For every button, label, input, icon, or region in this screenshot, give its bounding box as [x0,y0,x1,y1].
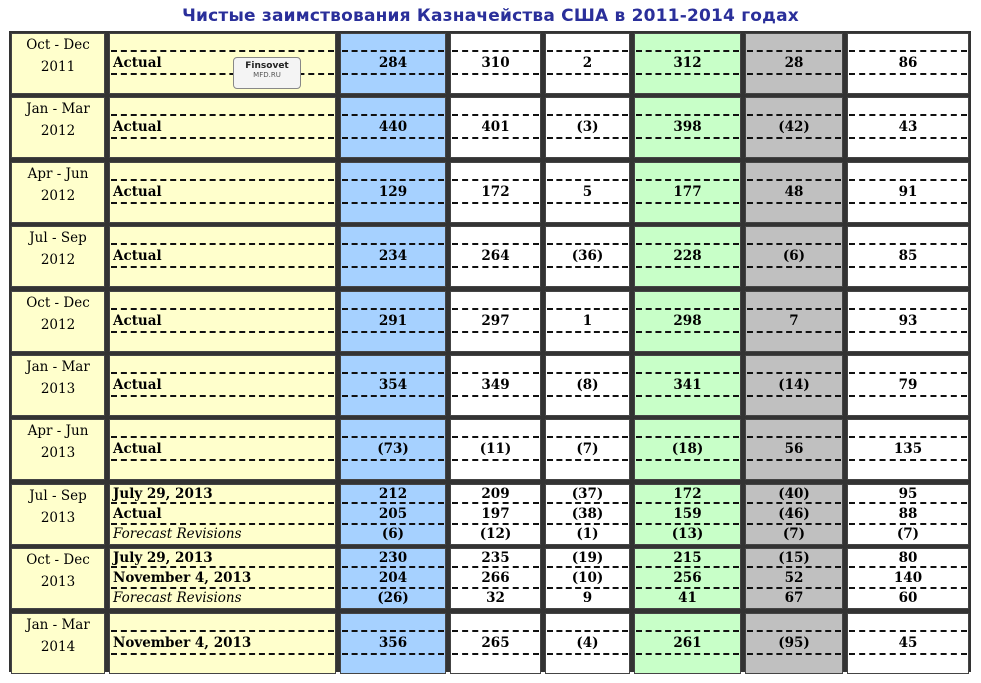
row-rule [849,459,967,461]
value-text: (15) [778,550,810,567]
row-rule [547,331,628,333]
value-text: (73) [377,441,409,458]
row-rule [747,331,841,333]
row-rule [547,372,628,374]
row-rule [636,73,739,75]
value-text: 5 [582,183,593,200]
value-text: 204 [378,570,408,587]
row-rule [452,630,539,632]
row-rule [747,73,841,75]
value-text: 60 [898,590,918,607]
value-text: (6) [381,525,405,542]
row-rule [747,395,841,397]
value-text: 298 [673,312,702,329]
row-rule [111,331,334,333]
row-rule [452,50,539,52]
value-text: 264 [481,248,510,265]
value-text: 48 [784,183,804,200]
row-rule [547,73,628,75]
value-text: (13) [671,525,704,542]
table-row [9,162,971,223]
row-rule [111,243,334,245]
value-text: 129 [378,183,408,200]
table-row [9,97,971,158]
row-rule [636,436,739,438]
period-months: Oct - Dec [26,37,90,53]
value-text: 1 [582,312,593,329]
row-rule [342,179,444,181]
row-rule [747,50,841,52]
period-label [11,356,105,400]
forecast-revisions-label: Forecast Revisions [113,590,242,607]
value-text: 85 [898,248,918,265]
row-rule [636,395,739,397]
value-text: 41 [678,590,697,607]
value-text: (40) [778,485,810,502]
row-rule [111,137,334,139]
row-rule [747,436,841,438]
period-label [11,292,105,336]
value-text: 354 [378,377,408,393]
row-rule [547,179,628,181]
period-label [11,227,105,271]
period-label [11,34,105,78]
row-rule [747,308,841,310]
value-text: 297 [481,312,510,329]
table-row [9,291,971,352]
row-rule [747,202,841,204]
period-label [11,485,105,529]
row-rule [452,308,539,310]
value-text: 209 [481,485,510,502]
row-rule [636,202,739,204]
period-year: 2012 [40,252,76,269]
value-text: 261 [673,634,702,651]
row-rule [547,436,628,438]
line-label: Actual [113,441,162,458]
value-text: 234 [378,248,408,265]
period-label [11,163,105,207]
row-rule [342,137,444,139]
row-rule [547,459,628,461]
value-text: 291 [378,312,408,329]
line-label: July 29, 2013 [113,550,213,567]
forecast-revisions-label: Forecast Revisions [113,525,242,542]
value-text: 341 [673,377,702,393]
row-rule [636,266,739,268]
period-year: 2012 [40,123,76,140]
period-months: Jan - Mar [26,359,90,375]
period-label [11,614,105,658]
period-year: 2013 [40,574,76,591]
borrowing-table [9,31,971,672]
value-text: 398 [673,119,702,136]
period-months: Oct - Dec [26,294,90,311]
row-rule [111,630,334,632]
value-text: 80 [898,550,918,567]
row-rule [452,202,539,204]
row-rule [111,50,334,52]
line-label: Actual [113,119,162,136]
period-year: 2014 [40,638,76,655]
row-rule [342,308,444,310]
row-rule [342,630,444,632]
logo-text: Finsovet [245,61,289,71]
value-text: 140 [893,570,923,587]
period-year: 2013 [40,509,76,526]
value-text: 310 [481,55,510,71]
row-rule [111,372,334,374]
row-rule [849,266,967,268]
row-rule [111,459,334,461]
value-text: 215 [673,550,702,567]
period-year: 2011 [40,59,76,75]
row-rule [849,137,967,139]
value-text: (42) [778,119,810,136]
row-rule [342,202,444,204]
row-rule [636,331,739,333]
row-rule [342,653,444,655]
value-text: 28 [784,55,804,71]
value-text: 212 [378,485,408,502]
row-rule [111,395,334,397]
value-text: (7) [782,525,806,542]
line-label: Actual [113,183,162,200]
period-months: Apr - Jun [27,423,89,440]
value-text: 159 [673,505,702,522]
page-title: Чистые заимствования Казначейства США в 2011-2014 годах [182,6,799,26]
value-text: 312 [673,55,702,71]
period-months: Jan - Mar [26,101,90,118]
row-rule [849,436,967,438]
row-rule [452,73,539,75]
value-text: 172 [673,485,702,502]
row-rule [342,73,444,75]
row-rule [452,395,539,397]
value-text: (6) [782,248,806,265]
value-text: 349 [481,377,510,393]
table-row [9,419,971,480]
row-rule [452,436,539,438]
value-text: 256 [673,570,702,587]
row-rule [636,179,739,181]
row-rule [636,308,739,310]
table-row [9,355,971,416]
row-rule [342,372,444,374]
value-text: 265 [481,634,510,651]
period-months: Jan - Mar [26,616,90,633]
row-rule [342,266,444,268]
value-text: 95 [898,485,918,502]
value-text: (14) [778,377,810,393]
value-text: 230 [378,550,408,567]
value-text: 91 [898,183,918,200]
value-text: (7) [576,441,599,458]
value-text: 67 [784,590,804,607]
row-rule [636,50,739,52]
row-rule [547,50,628,52]
table-row [9,33,971,94]
row-rule [849,202,967,204]
value-text: 356 [378,634,408,651]
value-text: 228 [673,248,702,265]
value-text: 401 [481,119,510,136]
period-year: 2013 [40,381,76,397]
row-rule [849,630,967,632]
value-text: 205 [378,505,408,522]
row-rule [452,653,539,655]
row-rule [547,630,628,632]
row-rule [111,653,334,655]
line-label: November 4, 2013 [113,570,252,587]
row-rule [849,73,967,75]
row-rule [747,630,841,632]
value-text: 235 [481,550,510,567]
row-rule [342,459,444,461]
value-text: (8) [576,377,599,393]
period-year: 2013 [40,445,76,462]
table-row [9,226,971,287]
line-label: Actual [113,55,162,71]
row-rule [547,202,628,204]
logo-subtext: MFD.RU [253,71,281,79]
period-months: Jul - Sep [29,230,87,247]
period-year: 2012 [40,316,76,333]
value-text: (3) [576,119,599,136]
row-rule [547,395,628,397]
value-text: (4) [576,634,599,651]
table-row [9,613,971,674]
value-text: 56 [784,441,804,458]
row-rule [111,179,334,181]
row-rule [342,50,444,52]
table-row [9,484,971,545]
line-label: July 29, 2013 [113,485,213,502]
row-rule [849,331,967,333]
value-text: (95) [778,634,810,651]
value-text: 177 [673,183,702,200]
value-text: 7 [789,312,799,329]
value-text: 93 [898,312,918,329]
row-rule [547,114,628,116]
value-text: (7) [896,525,920,542]
row-rule [342,395,444,397]
row-rule [849,308,967,310]
value-text: (38) [571,505,604,522]
line-label: Actual [113,377,162,393]
row-rule [452,137,539,139]
value-text: (12) [479,525,512,542]
value-text: (46) [778,505,810,522]
value-text: (36) [571,248,604,265]
row-rule [636,114,739,116]
period-label [11,420,105,464]
row-rule [849,179,967,181]
value-text: 197 [481,505,510,522]
row-rule [747,243,841,245]
period-label [11,98,105,142]
row-rule [636,630,739,632]
period-label [11,549,105,593]
value-text: 2 [582,55,593,71]
row-rule [849,50,967,52]
row-rule [849,395,967,397]
value-text: (26) [377,590,409,607]
row-rule [342,436,444,438]
row-rule [636,653,739,655]
row-rule [747,114,841,116]
table-row [9,548,971,609]
row-rule [547,308,628,310]
value-text: 43 [898,119,918,136]
row-rule [849,372,967,374]
row-rule [111,266,334,268]
value-text: (10) [571,570,604,587]
line-label: Actual [113,312,162,329]
row-rule [547,653,628,655]
row-rule [636,459,739,461]
value-text: 284 [378,55,408,71]
line-label: Actual [113,505,162,522]
row-rule [452,114,539,116]
period-months: Apr - Jun [27,165,89,182]
value-text: 266 [481,570,510,587]
row-rule [111,114,334,116]
row-rule [111,436,334,438]
row-rule [547,243,628,245]
watermark-logo [233,57,301,89]
row-rule [452,179,539,181]
row-rule [452,331,539,333]
row-rule [636,243,739,245]
row-rule [111,202,334,204]
value-text: (18) [671,441,704,458]
row-rule [452,459,539,461]
value-text: (19) [571,550,604,567]
row-rule [747,179,841,181]
row-rule [342,114,444,116]
row-rule [636,137,739,139]
row-rule [636,372,739,374]
row-rule [849,243,967,245]
row-rule [452,266,539,268]
row-rule [452,372,539,374]
value-text: 52 [784,570,804,587]
value-text: (11) [479,441,512,458]
row-rule [547,266,628,268]
line-label: Actual [113,248,162,265]
value-text: 86 [898,55,918,71]
row-rule [849,114,967,116]
value-text: (1) [576,525,599,542]
row-rule [747,653,841,655]
value-text: (37) [571,485,604,502]
row-rule [342,243,444,245]
value-text: 440 [378,119,408,136]
row-rule [547,137,628,139]
period-year: 2012 [40,187,76,204]
row-rule [849,653,967,655]
row-rule [747,137,841,139]
value-text: 172 [481,183,510,200]
value-text: 88 [898,505,918,522]
line-label: November 4, 2013 [113,634,252,651]
row-rule [747,459,841,461]
row-rule [747,266,841,268]
row-rule [747,372,841,374]
value-text: 79 [898,377,918,393]
row-rule [342,331,444,333]
period-months: Oct - Dec [26,552,90,569]
value-text: 9 [582,590,593,607]
row-rule [111,308,334,310]
value-text: 32 [486,590,505,607]
row-rule [452,243,539,245]
value-text: 45 [898,634,918,651]
value-text: 135 [893,441,923,458]
period-months: Jul - Sep [29,487,87,504]
